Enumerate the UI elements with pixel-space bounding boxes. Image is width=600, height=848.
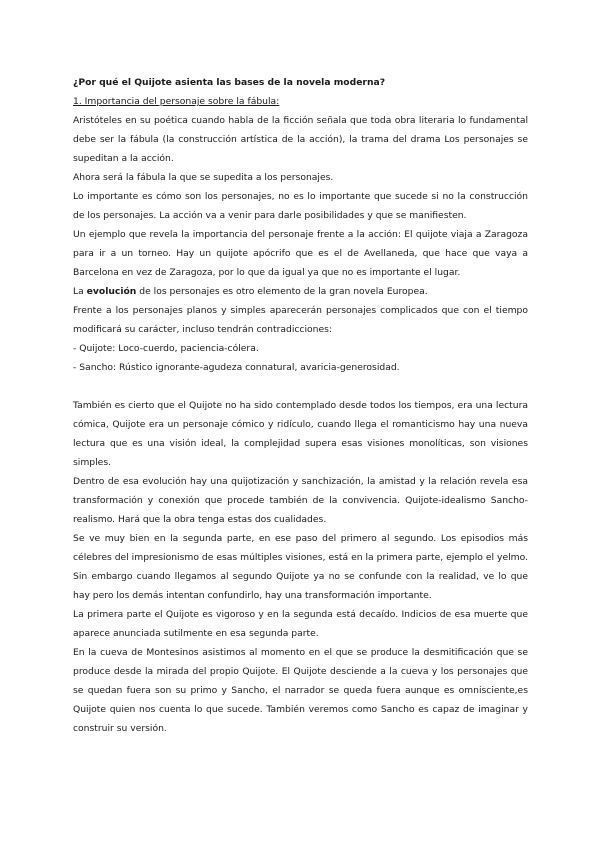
paragraph: Se ve muy bien en la segunda parte, en ese paso del primero al segundo. Los episodios más célebres del impresionismo de esas múltiples visiones, está en la primera parte, ejemplo el yelmo. Sin embargo cuando llegamos al segundo Quijote ya no se confunde con la realidad, ve lo que hay pero los demás intentan confundirlo, hay una transformación importante. <box>73 533 528 601</box>
paragraph: Dentro de esa evolución hay una quijotización y sanchización, la amistad y la relación revela esa transformación y conexión que procede también de la convivencia. Quijote-idealismo Sancho-realismo. Hará que la obra tenga estas dos cualidades. <box>73 476 528 525</box>
paragraph: En la cueva de Montesinos asistimos al momento en el que se produce la desmitificación que se produce desde la mirada del propio Quijote. El Quijote desciende a la cueva y los personajes que se quedan fuera son su primo y Sancho, el narrador se queda fuera aunque es omnisciente,es Quijote quien nos cuenta lo que sucede. También veremos como Sancho es capaz de imaginar y construir su versión. <box>73 647 528 734</box>
blank-line <box>73 377 528 396</box>
list-item: - Sancho: Rústico ignorante-agudeza connatural, avaricia-generosidad. <box>73 362 400 373</box>
paragraph: Ahora será la fábula la que se supedita a los personajes. <box>73 172 334 183</box>
section-heading: 1. Importancia del personaje sobre la fábula: <box>73 96 280 107</box>
bold-term: evolución <box>86 286 137 297</box>
paragraph-evolucion <box>73 282 528 301</box>
document-body <box>73 73 528 738</box>
paragraph: También es cierto que el Quijote no ha sido contemplado desde todos los tiempos, era una lectura cómica, Quijote era un personaje cómico y ridículo, cuando llega el romanticismo hay una nueva lectura que es una visión ideal, la complejidad supera esas visiones monolíticas, son visiones simples. <box>73 400 528 468</box>
paragraph: Lo importante es cómo son los personajes, no es lo importante que sucede si no la construcción de los personajes. La acción va a venir para darle posibilidades y que se manifiesten. <box>73 191 528 221</box>
paragraph-prefix: La <box>73 286 87 297</box>
list-item: - Quijote: Loco-cuerdo, paciencia-cólera. <box>73 343 259 354</box>
paragraph-rest: de los personajes es otro elemento de la gran novela Europea. <box>136 286 428 297</box>
paragraph: Aristóteles en su poética cuando habla de la ficción señala que toda obra literaria lo fundamental debe ser la fábula (la construcción artística de la acción), la trama del drama Los personajes se supeditan a la acción. <box>73 115 528 164</box>
paragraph: Frente a los personajes planos y simples aparecerán personajes complicados que con el tiempo modificará su carácter, incluso tendrán contradicciones: <box>73 305 528 335</box>
document-title: ¿Por qué el Quijote asienta las bases de la novela moderna? <box>73 77 386 88</box>
paragraph: La primera parte el Quijote es vigoroso y en la segunda está decaído. Indicios de esa muerte que aparece anunciada sutilmente en esa segunda parte. <box>73 609 528 639</box>
paragraph: Un ejemplo que revela la importancia del personaje frente a la acción: El quijote viaja a Zaragoza para ir a un torneo. Hay un quijote apócrifo que es el de Avellaneda, que hace que vaya a Barcelona en vez de Zaragoza, por lo que da igual ya que no es importante el lugar. <box>73 229 528 278</box>
